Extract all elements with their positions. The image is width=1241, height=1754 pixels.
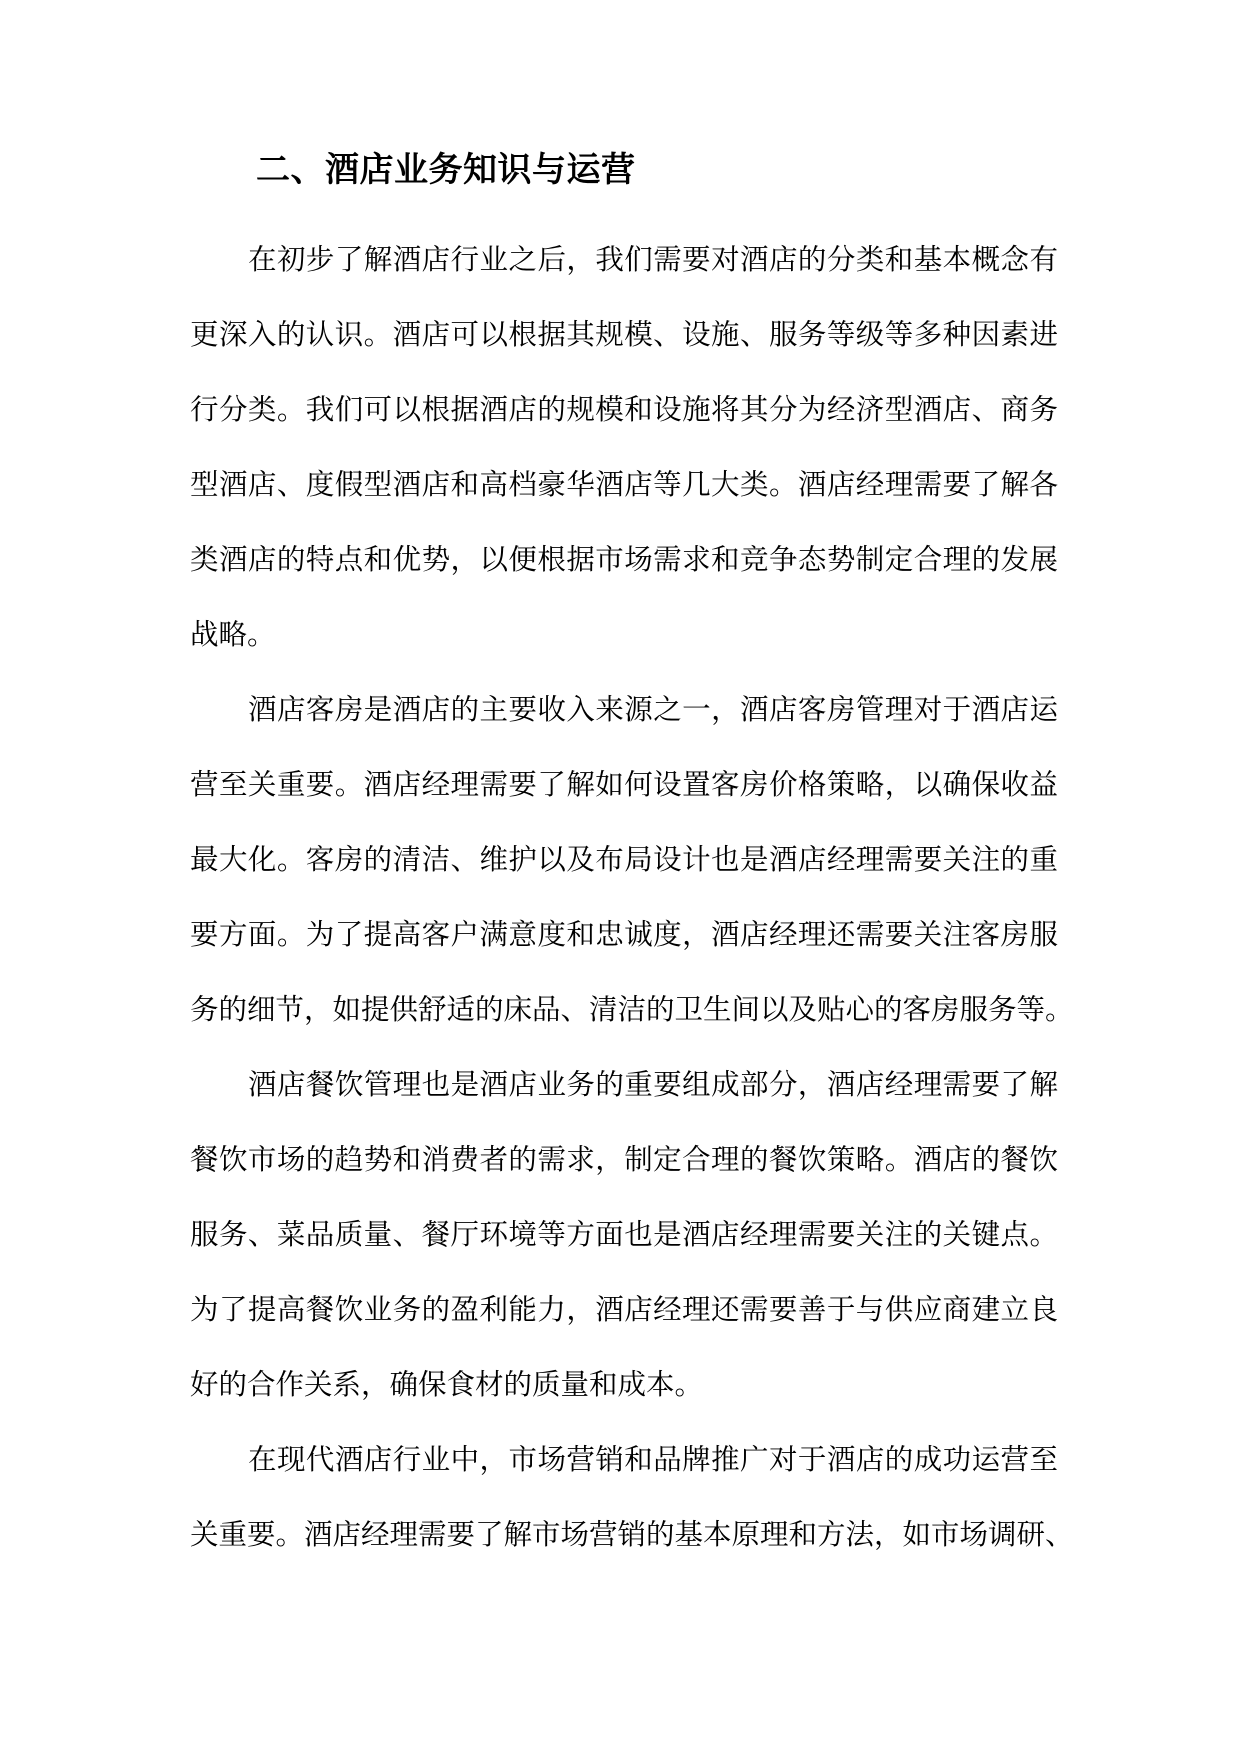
paragraph-1-line-4: 型酒店、度假型酒店和高档豪华酒店等几大类。酒店经理需要了解各 <box>190 468 1058 501</box>
paragraph-2-line-1: 酒店客房是酒店的主要收入来源之一，酒店客房管理对于酒店运 <box>248 693 1058 726</box>
paragraph-1-line-1: 在初步了解酒店行业之后，我们需要对酒店的分类和基本概念有 <box>248 243 1058 276</box>
paragraph-4-line-1: 在现代酒店行业中，市场营销和品牌推广对于酒店的成功运营至 <box>248 1443 1058 1476</box>
paragraph-2-line-4: 要方面。为了提高客户满意度和忠诚度，酒店经理还需要关注客房服 <box>190 918 1058 951</box>
paragraph-1-line-2: 更深入的认识。酒店可以根据其规模、设施、服务等级等多种因素进 <box>190 318 1058 351</box>
paragraph-3-line-4: 为了提高餐饮业务的盈利能力，酒店经理还需要善于与供应商建立良 <box>190 1293 1058 1326</box>
paragraph-3-line-5: 好的合作关系，确保食材的质量和成本。 <box>190 1368 704 1401</box>
section-heading: 二、酒店业务知识与运营 <box>256 150 636 190</box>
paragraph-2-line-2: 营至关重要。酒店经理需要了解如何设置客房价格策略，以确保收益 <box>190 768 1058 801</box>
paragraph-1-line-5: 类酒店的特点和优势，以便根据市场需求和竞争态势制定合理的发展 <box>190 543 1058 576</box>
paragraph-3-line-2: 餐饮市场的趋势和消费者的需求，制定合理的餐饮策略。酒店的餐饮 <box>190 1143 1058 1176</box>
body-text <box>190 222 1074 1572</box>
paragraph-2-line-3: 最大化。客房的清洁、维护以及布局设计也是酒店经理需要关注的重 <box>190 843 1058 876</box>
paragraph-4-line-2: 关重要。酒店经理需要了解市场营销的基本原理和方法，如市场调研、 <box>190 1518 1074 1551</box>
paragraph-1-line-3: 行分类。我们可以根据酒店的规模和设施将其分为经济型酒店、商务 <box>190 393 1058 426</box>
paragraph-1-line-6: 战略。 <box>190 618 276 651</box>
paragraph-3-line-3: 服务、菜品质量、餐厅环境等方面也是酒店经理需要关注的关键点。 <box>190 1218 1058 1251</box>
paragraph-3-line-1: 酒店餐饮管理也是酒店业务的重要组成部分，酒店经理需要了解 <box>248 1068 1058 1101</box>
paragraph-2-line-5: 务的细节，如提供舒适的床品、清洁的卫生间以及贴心的客房服务等。 <box>190 993 1074 1026</box>
